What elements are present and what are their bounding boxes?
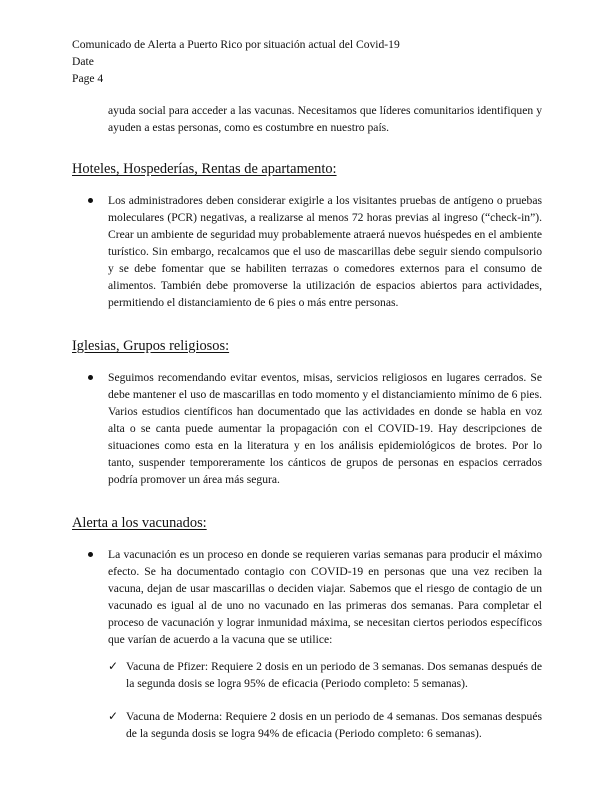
section-heading-vacunados: Alerta a los vacunados:	[72, 515, 207, 531]
bullet-text: Seguimos recomendando evitar eventos, misas, servicios religiosos en lugares cerrados. Se debe mantener el uso de mascarillas en todo momento y el distanciamiento mínimo de 6 pies. Varios estudios científicos han documentado que las actividades en donde se habla en voz alta o se canta puede aumentar la propagación con el COVID-19. Hay descripciones de situaciones como esta en la literatura y en los análisis epidemiológicos de brotes. Por lo tanto, suspender temporeramente los cánticos de grupos de personas en espacios cerrados podría promover un área más segura.	[108, 371, 542, 486]
continuation-paragraph: ayuda social para acceder a las vacunas. Necesitamos que líderes comunitarios identifiquen y ayuden a estas personas, como es costumbre en nuestro país.	[108, 104, 542, 134]
bullet-text: Los administradores deben considerar exigirle a los visitantes pruebas de antígeno o pruebas moleculares (PCR) negativas, a realizarse al menos 72 horas previas al ingreso (“check-in”). Crear un ambiente de seguridad muy probablemente atraerá nuevos huéspedes en el ambiente turístico. Sin embargo, recalcamos que el uso de mascarillas debe seguir siendo compulsorio y se debe fomentar que se habiliten terrazas o comedores externos para el consumo de alimentos. También debe promoverse la utilización de espacios abiertos para actividades, permitiendo el distanciamiento de 6 pies o más entre personas.	[108, 194, 542, 309]
checklist-text: Vacuna de Pfizer: Requiere 2 dosis en un periodo de 3 semanas. Dos semanas después de la segunda dosis se logra 95% de eficacia (Periodo completo: 5 semanas).	[126, 660, 542, 690]
section-vacunados	[72, 514, 542, 742]
bullet-list-iglesias	[72, 369, 542, 488]
checklist-vacunas	[108, 658, 542, 742]
bullet-item	[72, 546, 542, 648]
bullet-item	[72, 369, 542, 488]
checklist-item-moderna	[108, 708, 542, 742]
checklist-item-pfizer	[108, 658, 542, 692]
bullet-icon	[88, 552, 93, 557]
section-heading-iglesias: Iglesias, Grupos religiosos:	[72, 338, 230, 354]
page-header	[72, 36, 542, 87]
bullet-list-vacunados	[72, 546, 542, 648]
section-iglesias	[72, 337, 542, 488]
header-date: Date	[72, 55, 94, 68]
section-hoteles	[72, 160, 542, 311]
bullet-item	[72, 192, 542, 311]
bullet-icon	[88, 198, 93, 203]
checkmark-icon: ✓	[108, 659, 119, 673]
checkmark-icon: ✓	[108, 709, 119, 723]
bullet-list-hoteles	[72, 192, 542, 311]
checklist-text: Vacuna de Moderna: Requiere 2 dosis en un periodo de 4 semanas. Dos semanas después de la segunda dosis se logra 94% de eficacia (Periodo completo: 6 semanas).	[126, 710, 542, 740]
bullet-text: La vacunación es un proceso en donde se requieren varias semanas para producir el máximo efecto. Se ha documentado contagio con COVID-19 en personas que una vez reciben la vacuna, dejan de usar mascarillas o deciden viajar. Sabemos que el riesgo de contagio de un vacunado es igual al de uno no vacunado en las primeras dos semanas. Para completar el proceso de vacunación y lograr inmunidad máxima, se necesitan ciertos periodos específicos que varían de acuerdo a la vacuna que se utilice:	[108, 548, 542, 646]
header-page-number: Page 4	[72, 72, 104, 85]
header-title: Comunicado de Alerta a Puerto Rico por situación actual del Covid-19	[72, 38, 400, 51]
section-heading-hoteles: Hoteles, Hospederías, Rentas de apartamento:	[72, 161, 337, 177]
bullet-icon	[88, 375, 93, 380]
